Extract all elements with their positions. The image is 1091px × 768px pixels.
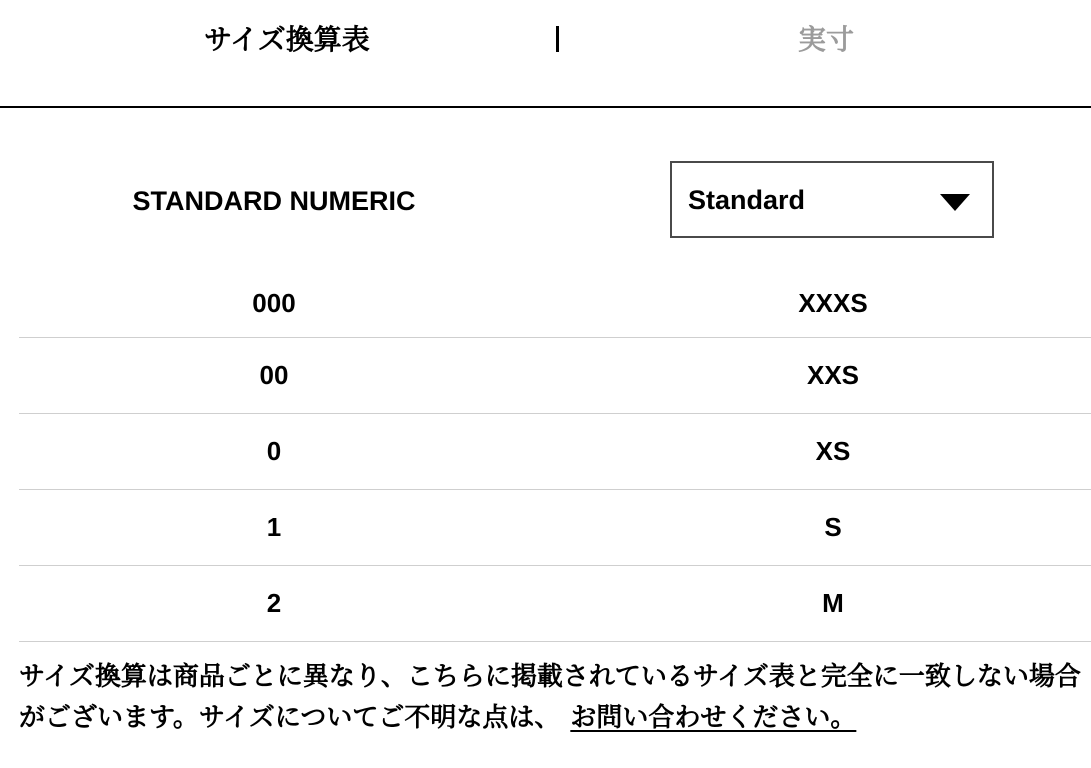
contact-us-link[interactable]: お問い合わせください。 — [570, 702, 857, 732]
size-disclaimer-text: サイズ換算は商品ごとに異なり、こちらに掲載されているサイズ表と完全に一致しない場合がございます。サイズについてご不明な点は、 — [19, 661, 1081, 732]
standard-size-cell: XXXS — [798, 288, 868, 318]
numeric-size-cell: 2 — [266, 588, 282, 618]
numeric-size-cell: 1 — [266, 512, 282, 542]
tab-divider — [556, 26, 559, 52]
size-disclaimer — [19, 656, 1089, 738]
tab-bar — [0, 0, 1091, 108]
size-table — [19, 108, 1091, 642]
tab-actual-size[interactable]: 実寸 — [798, 24, 855, 55]
table-row — [19, 566, 1091, 642]
size-system-select-value: Standard — [688, 185, 806, 215]
numeric-size-cell: 000 — [252, 288, 296, 318]
tab-size-conversion[interactable]: サイズ換算表 — [204, 24, 370, 55]
table-row — [19, 414, 1091, 490]
table-row — [19, 490, 1091, 566]
numeric-size-cell: 0 — [266, 436, 282, 466]
numeric-size-cell: 00 — [259, 360, 289, 390]
standard-size-cell: M — [822, 588, 844, 618]
table-header — [19, 108, 1091, 294]
table-row — [19, 288, 1091, 338]
standard-size-cell: XS — [815, 436, 851, 466]
table-row — [19, 338, 1091, 414]
caret-down-icon — [940, 194, 970, 211]
standard-size-cell: S — [824, 512, 842, 542]
size-system-select[interactable] — [670, 161, 994, 238]
standard-numeric-header: STANDARD NUMERIC — [132, 186, 416, 216]
standard-size-cell: XXS — [806, 360, 860, 390]
